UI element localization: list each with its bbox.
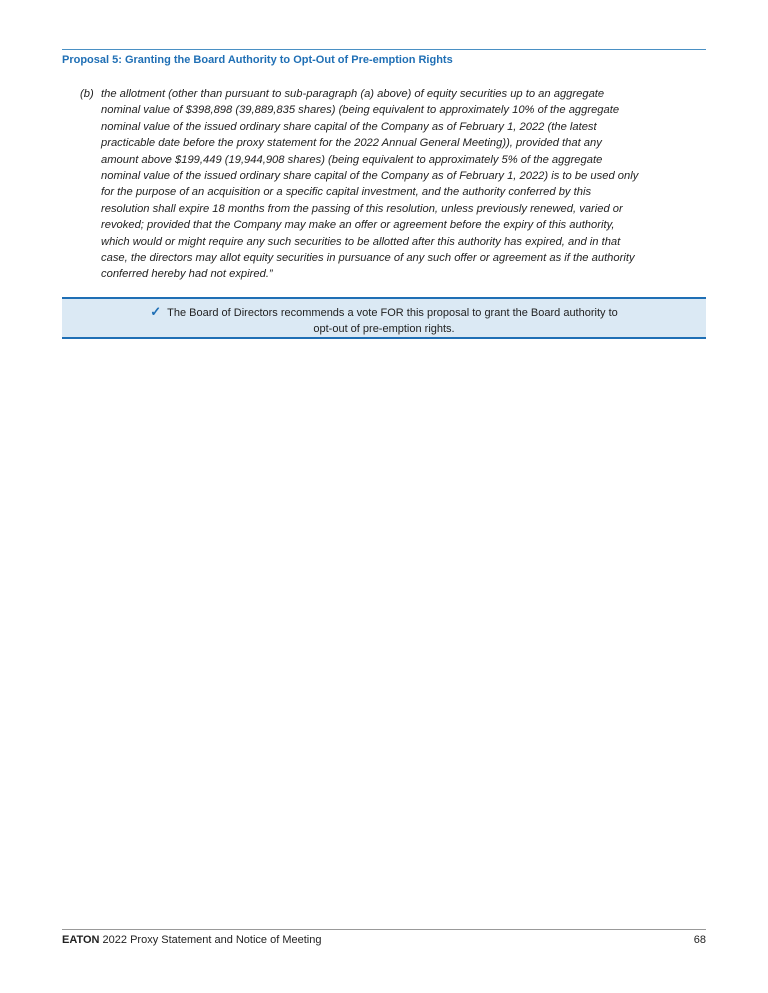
paragraph-line: revoked; provided that the Company may make an offer or agreement before the expiry of this authority, xyxy=(101,219,615,232)
paragraph-line: nominal value of $398,898 (39,889,835 shares) (being equivalent to approximately 10% of the aggregate xyxy=(101,104,620,117)
check-icon: ✓ xyxy=(150,304,162,319)
recommendation-line-1 xyxy=(122,304,646,321)
paragraph-marker: (b) xyxy=(80,88,94,100)
paragraph-line: nominal value of the issued ordinary share capital of the Company as of February 1, 2022) is to be used only xyxy=(101,170,639,183)
recommendation-text xyxy=(122,304,646,337)
footer-title xyxy=(62,934,321,946)
paragraph-line: amount above $199,449 (19,944,908 shares) (being equivalent to approximately 5% of the aggregate xyxy=(101,153,603,166)
paragraph-line: the allotment (other than pursuant to sub-paragraph (a) above) of equity securities up to an aggregate xyxy=(101,88,605,100)
paragraph-b xyxy=(80,86,708,283)
paragraph-line: for the purpose of an acquisition or a specific capital investment, and the authority conferred by this xyxy=(101,186,592,199)
paragraph-line: which would or might require any such securities to be allotted after this authority has expired, and in that xyxy=(101,235,621,248)
recommendation-line-1-text: The Board of Directors recommends a vote FOR this proposal to grant the Board authority to xyxy=(167,307,618,319)
paragraph-line: nominal value of the issued ordinary share capital of the Company as of February 1, 2022 (the latest xyxy=(101,120,597,133)
header-rule xyxy=(62,49,706,50)
paragraph-text xyxy=(101,86,708,283)
paragraph-line: resolution shall expire 18 months from the passing of this resolution, unless previously renewed, varied or xyxy=(101,202,623,215)
paragraph-line: case, the directors may allot equity securities in pursuance of any such offer or agreement as if the authority xyxy=(101,252,635,265)
section-title: Proposal 5: Granting the Board Authority to Opt-Out of Pre-emption Rights xyxy=(62,54,453,66)
recommendation-box xyxy=(62,297,706,339)
paragraph-line: practicable date before the proxy statement for the 2022 Annual General Meeting)), provided that any xyxy=(101,137,602,150)
footer-rule xyxy=(62,929,706,930)
footer-brand: EATON xyxy=(62,934,100,946)
recommendation-line-2: opt-out of pre-emption rights. xyxy=(313,323,455,335)
paragraph-line: conferred hereby had not expired.” xyxy=(101,268,273,281)
footer-document-title: 2022 Proxy Statement and Notice of Meeting xyxy=(99,934,322,946)
page-number: 68 xyxy=(693,934,706,946)
